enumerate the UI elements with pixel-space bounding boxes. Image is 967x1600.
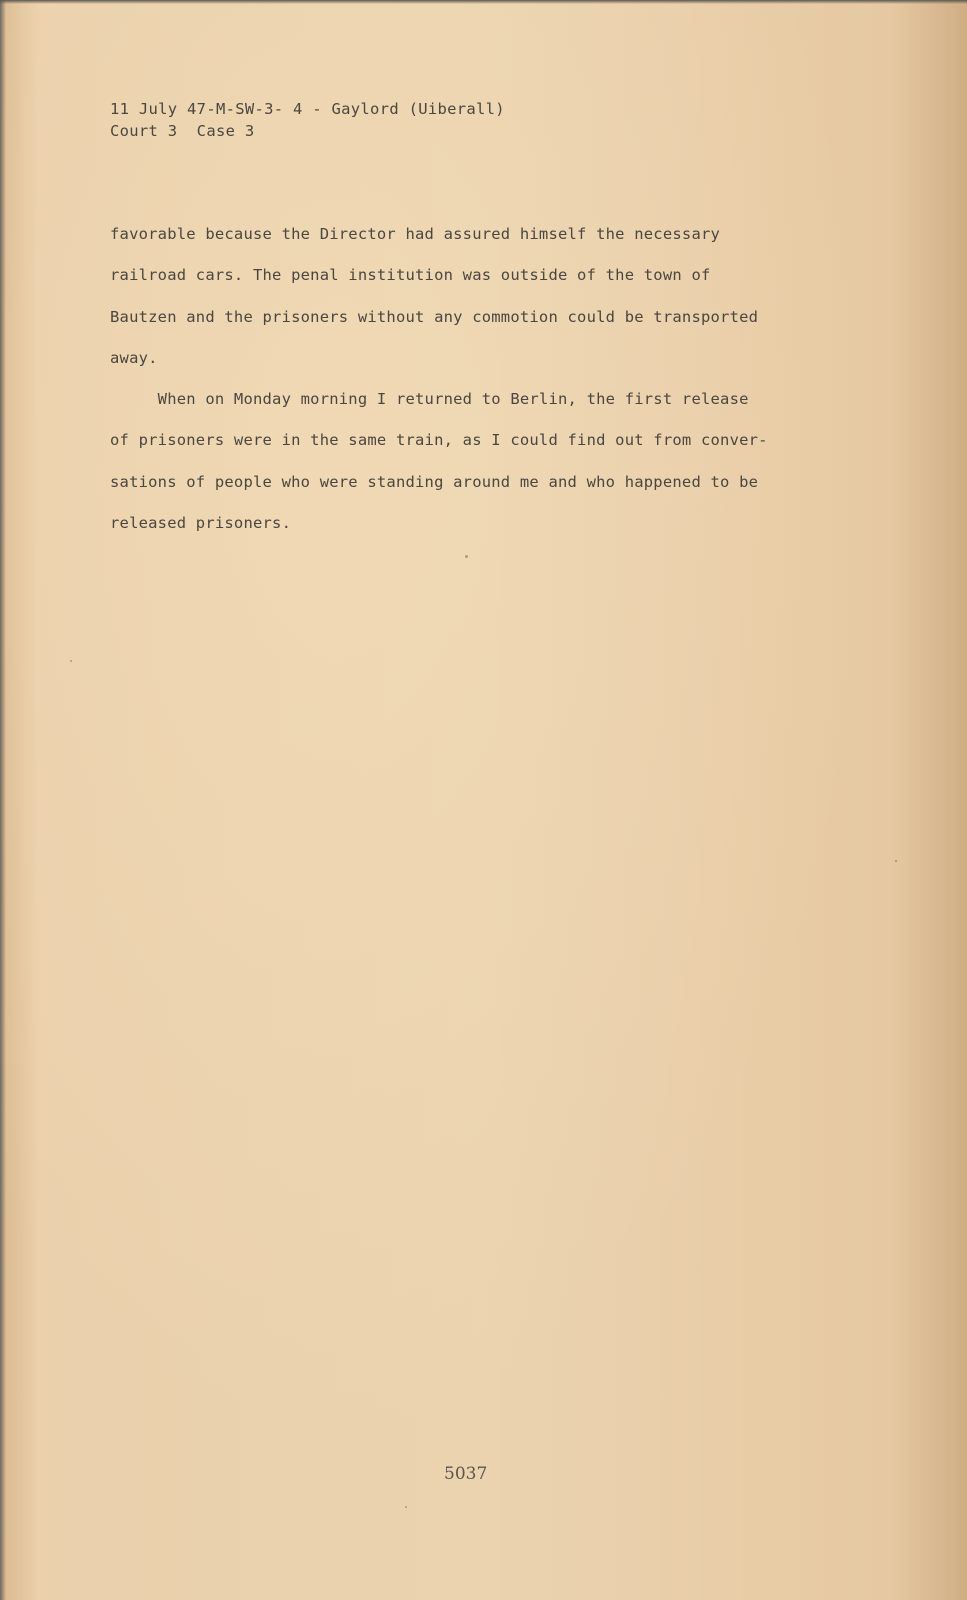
- text-line: Bautzen and the prisoners without any commotion could be transported: [110, 307, 759, 326]
- text-line: released prisoners.: [110, 514, 292, 533]
- header-court-case: Court 3 Case 3: [110, 122, 255, 140]
- paper-speck: [465, 555, 468, 558]
- page-number: 5037: [444, 1464, 488, 1484]
- text-line: When on Monday morning I returned to Berlin, the first release: [110, 390, 749, 409]
- text-line: of prisoners were in the same train, as I could find out from conver-: [110, 431, 768, 450]
- paper-speck: [70, 660, 72, 662]
- header-date-reference: 11 July 47-M-SW-3- 4 - Gaylord (Uiberall): [110, 100, 505, 118]
- paper-speck: [405, 1506, 407, 1508]
- transcript-body: [110, 220, 830, 550]
- page-left-edge: [0, 0, 6, 1600]
- text-line: sations of people who were standing around me and who happened to be: [110, 472, 759, 491]
- text-line: away.: [110, 348, 158, 367]
- paper-speck: [895, 860, 897, 862]
- text-line: favorable because the Director had assured himself the necessary: [110, 225, 721, 243]
- text-line: railroad cars. The penal institution was outside of the town of: [110, 266, 711, 285]
- page-top-edge: [0, 0, 967, 4]
- document-header: [110, 98, 505, 142]
